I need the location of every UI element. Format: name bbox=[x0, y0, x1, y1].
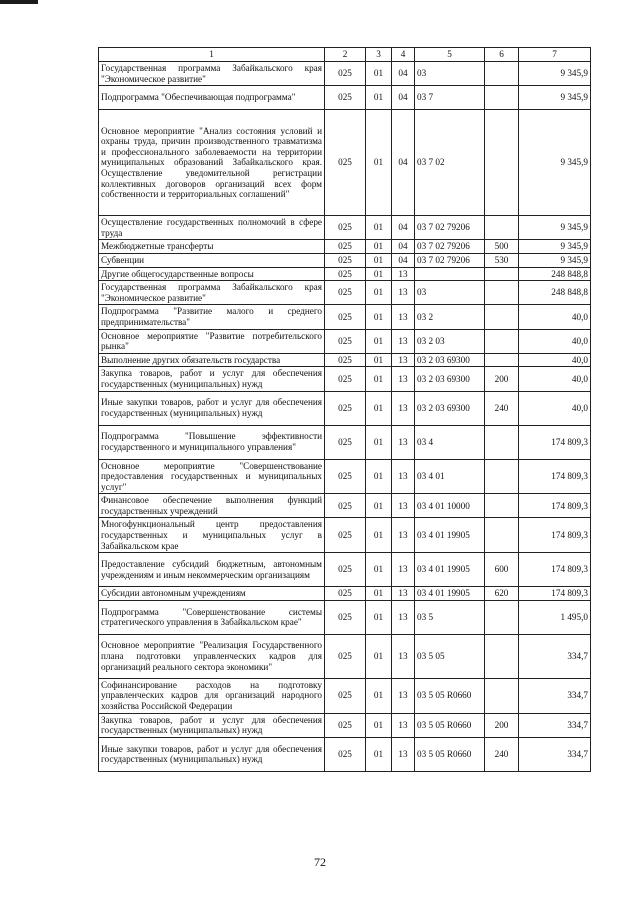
row-article: 03 bbox=[415, 62, 485, 86]
row-expense-type: 620 bbox=[485, 587, 519, 601]
row-sum: 174 809,3 bbox=[519, 494, 591, 518]
row-sum: 40,0 bbox=[519, 367, 591, 391]
row-subsection: 04 bbox=[392, 216, 415, 240]
table-row bbox=[99, 713, 591, 737]
row-section: 01 bbox=[366, 553, 392, 587]
row-article: 03 2 bbox=[415, 305, 485, 329]
row-sum: 9 345,9 bbox=[519, 216, 591, 240]
row-expense-type bbox=[485, 216, 519, 240]
row-expense-type bbox=[485, 600, 519, 634]
row-article: 03 5 bbox=[415, 600, 485, 634]
row-subsection: 13 bbox=[392, 737, 415, 771]
page-number: 72 bbox=[314, 855, 326, 869]
row-article: 03 4 01 bbox=[415, 459, 485, 494]
row-article: 03 4 01 19905 bbox=[415, 518, 485, 553]
row-section: 01 bbox=[366, 634, 392, 678]
row-name: Иные закупки товаров, работ и услуг для обеспечения государственных (муниципальных) нужд bbox=[99, 391, 325, 425]
row-sum: 334,7 bbox=[519, 634, 591, 678]
header-col-article: 5 bbox=[415, 48, 485, 62]
row-code: 025 bbox=[325, 600, 366, 634]
row-code: 025 bbox=[325, 305, 366, 329]
row-article bbox=[415, 267, 485, 281]
row-name: Иные закупки товаров, работ и услуг для обеспечения государственных (муниципальных) нужд bbox=[99, 737, 325, 771]
row-expense-type bbox=[485, 267, 519, 281]
row-sum: 40,0 bbox=[519, 305, 591, 329]
row-expense-type bbox=[485, 634, 519, 678]
row-expense-type bbox=[485, 329, 519, 353]
table-row bbox=[99, 267, 591, 281]
row-expense-type bbox=[485, 425, 519, 459]
header-col-subsection: 4 bbox=[392, 48, 415, 62]
table-row bbox=[99, 391, 591, 425]
table-row bbox=[99, 110, 591, 216]
table-row bbox=[99, 494, 591, 518]
row-subsection: 04 bbox=[392, 110, 415, 216]
row-code: 025 bbox=[325, 459, 366, 494]
row-code: 025 bbox=[325, 518, 366, 553]
row-code: 025 bbox=[325, 391, 366, 425]
row-name: Закупка товаров, работ и услуг для обеспечения государственных (муниципальных) нужд bbox=[99, 713, 325, 737]
row-article: 03 2 03 bbox=[415, 329, 485, 353]
row-sum: 9 345,9 bbox=[519, 62, 591, 86]
row-expense-type: 500 bbox=[485, 240, 519, 254]
row-subsection: 13 bbox=[392, 367, 415, 391]
row-expense-type: 600 bbox=[485, 553, 519, 587]
row-article: 03 4 bbox=[415, 425, 485, 459]
row-name: Основное мероприятие "Реализация Государственного плана подготовки управленческих кадров для организаций реального сектора экономики" bbox=[99, 634, 325, 678]
row-section: 01 bbox=[366, 329, 392, 353]
row-subsection: 13 bbox=[392, 713, 415, 737]
row-code: 025 bbox=[325, 353, 366, 367]
row-subsection: 13 bbox=[392, 518, 415, 553]
row-expense-type bbox=[485, 353, 519, 367]
row-subsection: 04 bbox=[392, 62, 415, 86]
row-subsection: 13 bbox=[392, 459, 415, 494]
row-section: 01 bbox=[366, 86, 392, 110]
row-expense-type: 240 bbox=[485, 391, 519, 425]
header-col-section: 3 bbox=[366, 48, 392, 62]
row-sum: 334,7 bbox=[519, 737, 591, 771]
table-row bbox=[99, 62, 591, 86]
row-subsection: 13 bbox=[392, 305, 415, 329]
row-sum: 9 345,9 bbox=[519, 86, 591, 110]
row-code: 025 bbox=[325, 713, 366, 737]
header-col-expense-type: 6 bbox=[485, 48, 519, 62]
row-section: 01 bbox=[366, 240, 392, 254]
header-col-sum: 7 bbox=[519, 48, 591, 62]
row-article: 03 2 03 69300 bbox=[415, 391, 485, 425]
row-section: 01 bbox=[366, 216, 392, 240]
row-code: 025 bbox=[325, 494, 366, 518]
row-subsection: 13 bbox=[392, 267, 415, 281]
row-code: 025 bbox=[325, 253, 366, 267]
table-row bbox=[99, 329, 591, 353]
row-expense-type bbox=[485, 86, 519, 110]
table-row bbox=[99, 634, 591, 678]
row-name: Софинансирование расходов на подготовку управленческих кадров для организаций народного хозяйства Российской Федерации bbox=[99, 678, 325, 713]
row-expense-type bbox=[485, 518, 519, 553]
row-article: 03 2 03 69300 bbox=[415, 367, 485, 391]
table-row bbox=[99, 216, 591, 240]
row-name: Субвенции bbox=[99, 253, 325, 267]
row-code: 025 bbox=[325, 367, 366, 391]
row-sum: 334,7 bbox=[519, 678, 591, 713]
row-name: Основное мероприятие "Развитие потребительского рынка" bbox=[99, 329, 325, 353]
row-subsection: 04 bbox=[392, 86, 415, 110]
row-subsection: 13 bbox=[392, 425, 415, 459]
row-sum: 174 809,3 bbox=[519, 587, 591, 601]
table-row bbox=[99, 86, 591, 110]
row-name: Выполнение других обязательств государства bbox=[99, 353, 325, 367]
row-code: 025 bbox=[325, 267, 366, 281]
row-section: 01 bbox=[366, 587, 392, 601]
table-body bbox=[99, 62, 591, 772]
row-name: Закупка товаров, работ и услуг для обеспечения государственных (муниципальных) нужд bbox=[99, 367, 325, 391]
row-sum: 174 809,3 bbox=[519, 425, 591, 459]
budget-table bbox=[98, 47, 591, 772]
table-row bbox=[99, 367, 591, 391]
row-section: 01 bbox=[366, 459, 392, 494]
header-col-code: 2 bbox=[325, 48, 366, 62]
table-row bbox=[99, 425, 591, 459]
row-expense-type: 200 bbox=[485, 713, 519, 737]
row-name: Основное мероприятие "Совершенствование предоставления государственных и муниципальных услуг" bbox=[99, 459, 325, 494]
row-expense-type bbox=[485, 110, 519, 216]
row-name: Государственная программа Забайкальского края "Экономическое развитие" bbox=[99, 62, 325, 86]
row-article: 03 5 05 bbox=[415, 634, 485, 678]
row-sum: 40,0 bbox=[519, 329, 591, 353]
row-name: Финансовое обеспечение выполнения функций государственных учреждений bbox=[99, 494, 325, 518]
row-name: Подпрограмма "Повышение эффективности государственного и муниципального управления" bbox=[99, 425, 325, 459]
row-article: 03 4 01 10000 bbox=[415, 494, 485, 518]
row-article: 03 4 01 19905 bbox=[415, 587, 485, 601]
row-section: 01 bbox=[366, 737, 392, 771]
row-subsection: 13 bbox=[392, 634, 415, 678]
table-row bbox=[99, 353, 591, 367]
row-subsection: 13 bbox=[392, 391, 415, 425]
row-code: 025 bbox=[325, 737, 366, 771]
row-article: 03 5 05 R0660 bbox=[415, 737, 485, 771]
row-sum: 248 848,8 bbox=[519, 281, 591, 305]
row-sum: 174 809,3 bbox=[519, 553, 591, 587]
row-sum: 40,0 bbox=[519, 391, 591, 425]
row-subsection: 13 bbox=[392, 587, 415, 601]
row-expense-type bbox=[485, 678, 519, 713]
row-expense-type bbox=[485, 459, 519, 494]
row-article: 03 2 03 69300 bbox=[415, 353, 485, 367]
table-row bbox=[99, 600, 591, 634]
row-section: 01 bbox=[366, 367, 392, 391]
table-row bbox=[99, 253, 591, 267]
row-code: 025 bbox=[325, 216, 366, 240]
row-section: 01 bbox=[366, 110, 392, 216]
row-code: 025 bbox=[325, 553, 366, 587]
row-expense-type: 530 bbox=[485, 253, 519, 267]
row-code: 025 bbox=[325, 110, 366, 216]
table-row bbox=[99, 240, 591, 254]
row-section: 01 bbox=[366, 600, 392, 634]
table-row bbox=[99, 678, 591, 713]
row-code: 025 bbox=[325, 587, 366, 601]
row-expense-type bbox=[485, 305, 519, 329]
row-name: Государственная программа Забайкальского края "Экономическое развитие" bbox=[99, 281, 325, 305]
row-code: 025 bbox=[325, 425, 366, 459]
row-section: 01 bbox=[366, 281, 392, 305]
row-sum: 40,0 bbox=[519, 353, 591, 367]
row-section: 01 bbox=[366, 305, 392, 329]
corner-scan-mark bbox=[0, 0, 38, 4]
row-sum: 334,7 bbox=[519, 713, 591, 737]
row-name: Основное мероприятие "Анализ состояния условий и охраны труда, причин производственного травматизма и профессионального заболеваемости на территории муниципальных образований Забайкальского края. Осуществление уведомительной регистрации коллективных договоров организаций всех форм собственности и территориальных соглашений" bbox=[99, 110, 325, 216]
row-name: Субсидии автономным учреждениям bbox=[99, 587, 325, 601]
row-name: Межбюджетные трансферты bbox=[99, 240, 325, 254]
row-sum: 9 345,9 bbox=[519, 253, 591, 267]
row-sum: 248 848,8 bbox=[519, 267, 591, 281]
row-name: Подпрограмма "Развитие малого и среднего предпринимательства" bbox=[99, 305, 325, 329]
row-subsection: 13 bbox=[392, 281, 415, 305]
row-section: 01 bbox=[366, 425, 392, 459]
row-subsection: 13 bbox=[392, 329, 415, 353]
row-section: 01 bbox=[366, 518, 392, 553]
row-article: 03 7 02 bbox=[415, 110, 485, 216]
row-name: Многофункциональный центр предоставления государственных и муниципальных услуг в Забайкальском крае bbox=[99, 518, 325, 553]
row-subsection: 13 bbox=[392, 678, 415, 713]
row-expense-type bbox=[485, 494, 519, 518]
row-name: Подпрограмма "Совершенствование системы стратегического управления в Забайкальском крае" bbox=[99, 600, 325, 634]
row-sum: 9 345,9 bbox=[519, 110, 591, 216]
row-code: 025 bbox=[325, 281, 366, 305]
table-row bbox=[99, 305, 591, 329]
row-name: Осуществление государственных полномочий в сфере труда bbox=[99, 216, 325, 240]
row-code: 025 bbox=[325, 62, 366, 86]
row-section: 01 bbox=[366, 62, 392, 86]
row-sum: 174 809,3 bbox=[519, 518, 591, 553]
row-name: Подпрограмма "Обеспечивающая подпрограмма" bbox=[99, 86, 325, 110]
row-section: 01 bbox=[366, 353, 392, 367]
table-row bbox=[99, 553, 591, 587]
row-article: 03 7 02 79206 bbox=[415, 253, 485, 267]
row-name: Другие общегосударственные вопросы bbox=[99, 267, 325, 281]
table-row bbox=[99, 281, 591, 305]
row-code: 025 bbox=[325, 240, 366, 254]
row-section: 01 bbox=[366, 267, 392, 281]
table-row bbox=[99, 518, 591, 553]
table-header-row bbox=[99, 48, 591, 62]
header-col-name: 1 bbox=[99, 48, 325, 62]
row-subsection: 04 bbox=[392, 240, 415, 254]
row-code: 025 bbox=[325, 86, 366, 110]
row-expense-type bbox=[485, 281, 519, 305]
row-subsection: 13 bbox=[392, 494, 415, 518]
table-row bbox=[99, 587, 591, 601]
row-subsection: 13 bbox=[392, 353, 415, 367]
row-section: 01 bbox=[366, 678, 392, 713]
table-row bbox=[99, 459, 591, 494]
row-article: 03 5 05 R0660 bbox=[415, 713, 485, 737]
row-subsection: 13 bbox=[392, 553, 415, 587]
row-article: 03 7 bbox=[415, 86, 485, 110]
row-section: 01 bbox=[366, 713, 392, 737]
row-article: 03 bbox=[415, 281, 485, 305]
row-sum: 174 809,3 bbox=[519, 459, 591, 494]
row-expense-type bbox=[485, 62, 519, 86]
row-article: 03 4 01 19905 bbox=[415, 553, 485, 587]
row-sum: 9 345,9 bbox=[519, 240, 591, 254]
row-code: 025 bbox=[325, 634, 366, 678]
row-code: 025 bbox=[325, 678, 366, 713]
row-article: 03 7 02 79206 bbox=[415, 240, 485, 254]
row-expense-type: 240 bbox=[485, 737, 519, 771]
table-row bbox=[99, 737, 591, 771]
row-name: Предоставление субсидий бюджетным, автономным учреждениям и иным некоммерческим организациям bbox=[99, 553, 325, 587]
row-sum: 1 495,0 bbox=[519, 600, 591, 634]
row-article: 03 7 02 79206 bbox=[415, 216, 485, 240]
row-expense-type: 200 bbox=[485, 367, 519, 391]
row-subsection: 13 bbox=[392, 600, 415, 634]
row-subsection: 04 bbox=[392, 253, 415, 267]
row-article: 03 5 05 R0660 bbox=[415, 678, 485, 713]
row-code: 025 bbox=[325, 329, 366, 353]
row-section: 01 bbox=[366, 494, 392, 518]
row-section: 01 bbox=[366, 253, 392, 267]
row-section: 01 bbox=[366, 391, 392, 425]
